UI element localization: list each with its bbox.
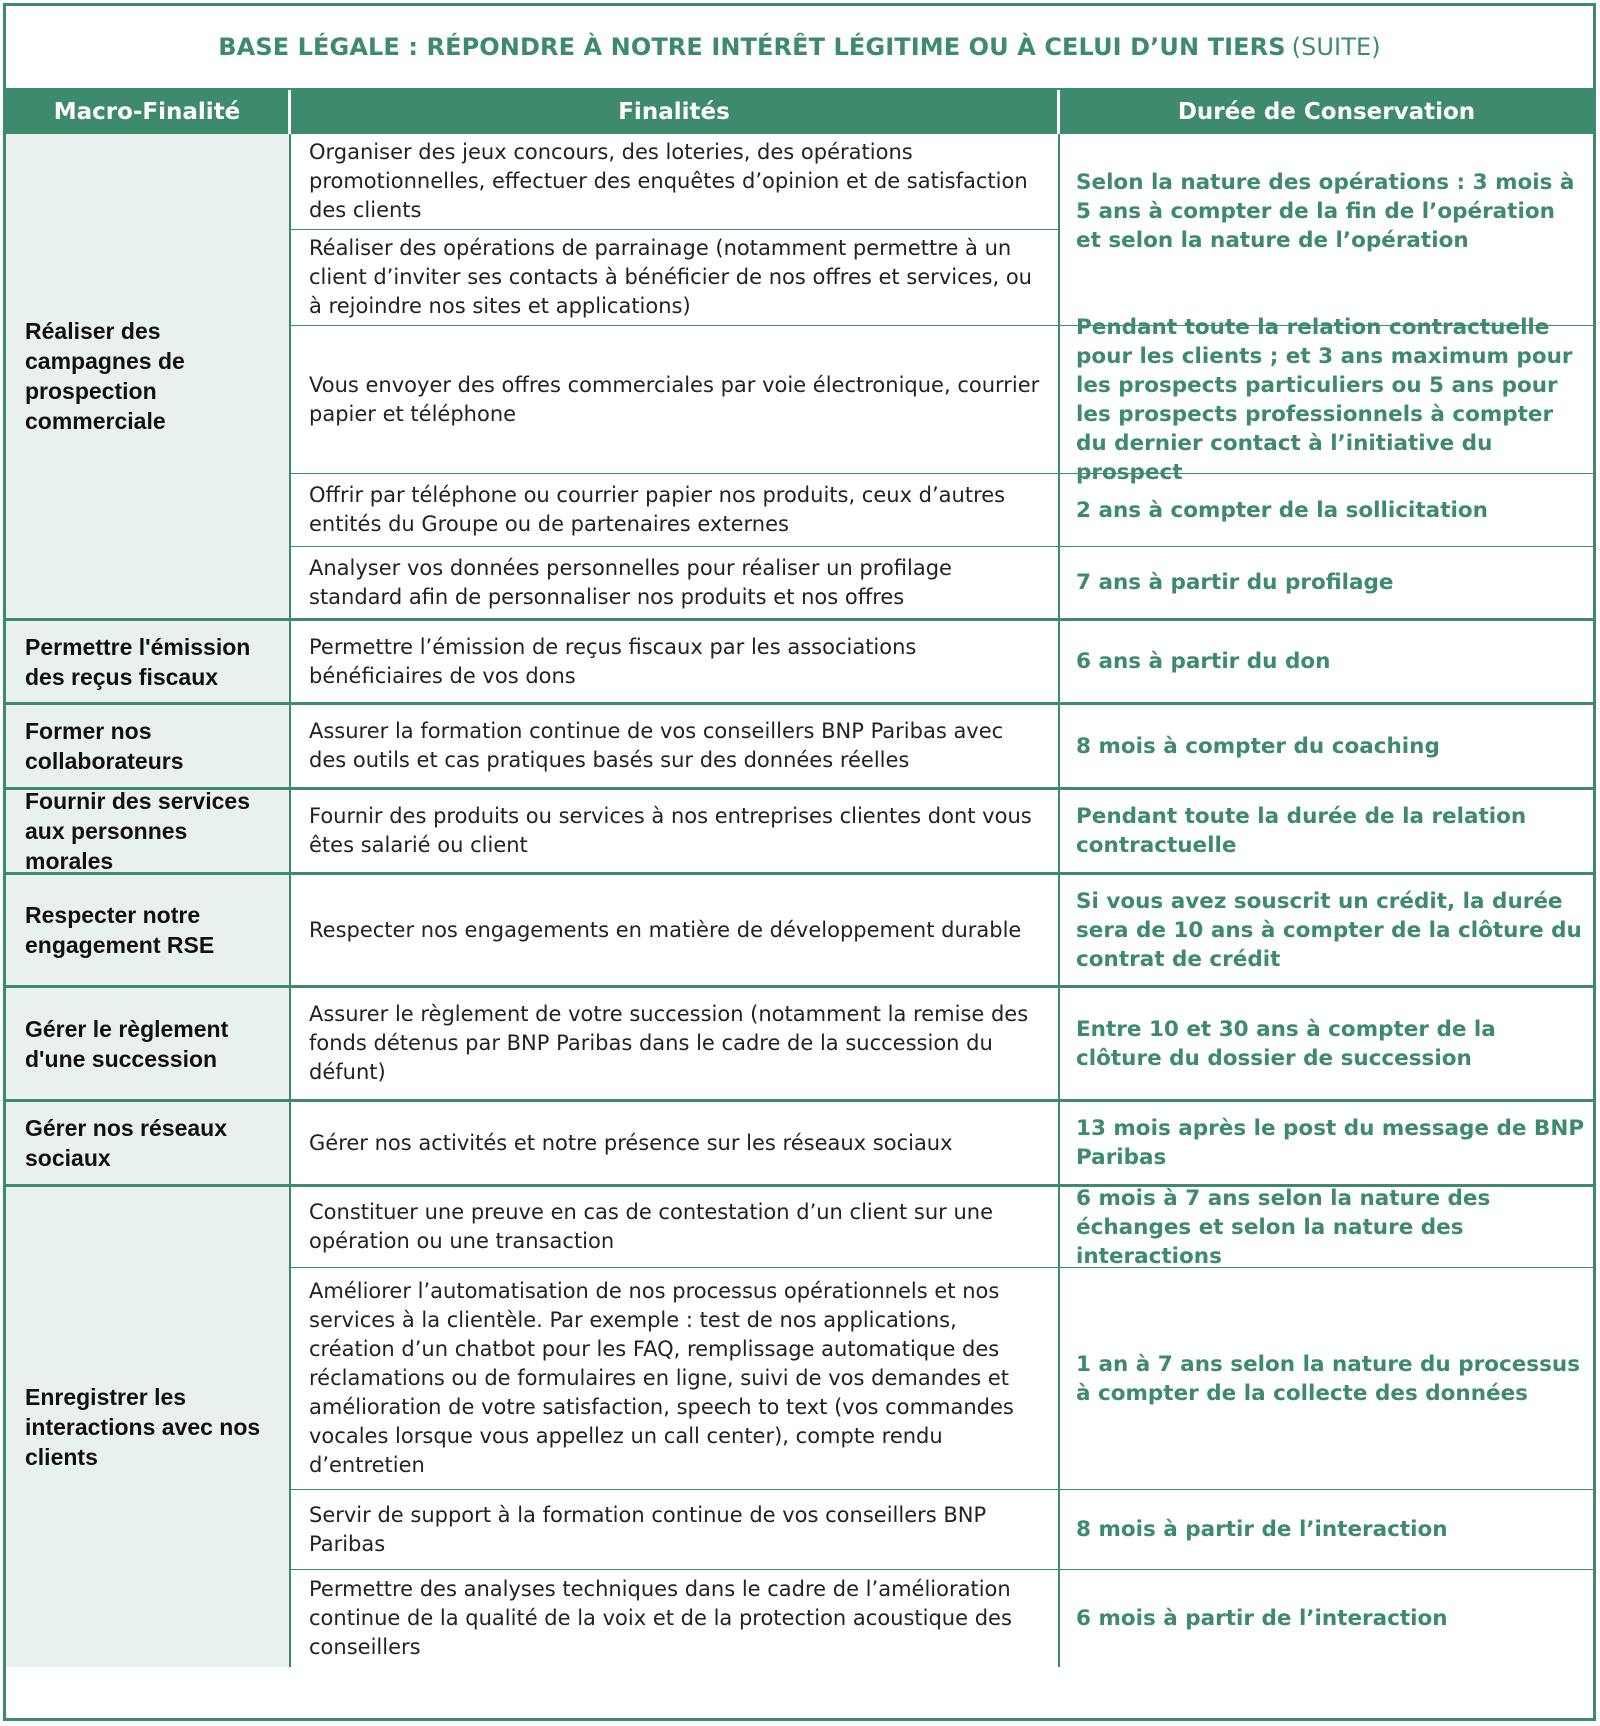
table-row xyxy=(291,314,1593,485)
table-title-suffix: (SUITE) xyxy=(1291,33,1381,61)
finalite-cell: Assurer la formation continue de vos conseillers BNP Paribas avec des outils et cas pratiques basés sur des données réelles xyxy=(291,705,1060,787)
table-header xyxy=(6,90,1593,134)
macro-finalite-cell: Réaliser des campagnes de prospection commerciale xyxy=(6,134,291,618)
duree-cell: 8 mois à partir de l’interaction xyxy=(1076,1517,1448,1542)
table-row-group xyxy=(6,1187,1593,1667)
table-row xyxy=(291,1268,1593,1490)
table-row xyxy=(6,705,1593,790)
macro-finalite-cell: Fournir des services aux personnes morales xyxy=(6,790,291,872)
macro-finalite-cell: Enregistrer les interactions avec nos clients xyxy=(6,1187,291,1667)
macro-finalite-cell: Former nos collaborateurs xyxy=(6,705,291,787)
duree-cell: 8 mois à compter du coaching xyxy=(1076,733,1440,759)
finalite-cell: Améliorer l’automatisation de nos processus opérationnels et nos services à la clientèle. Par exemple : test de nos applications, création d’un chatbot pour les FAQ, remplissage automatique des réclamations ou de formulaires en ligne, suivi de vos demandes et amélioration de votre satisfaction, speech to text (vos commandes vocales lorsque vous appellez un call center), compte rendu d’entretien xyxy=(291,1268,1060,1489)
finalite-cell: Réaliser des opérations de parrainage (notamment permettre à un client d’inviter ses contacts à bénéficier de nos offres et services, ou à rejoindre nos sites et applications) xyxy=(309,235,1032,318)
table-row xyxy=(6,621,1593,705)
table-row xyxy=(6,875,1593,988)
duree-cell: 1 an à 7 ans selon la nature du processus à compter de la collecte des données xyxy=(1076,1351,1580,1406)
finalite-cell: Permettre l’émission de reçus fiscaux par les associations bénéficiaires de vos dons xyxy=(291,621,1060,702)
table-row-group xyxy=(6,134,1593,621)
table-row xyxy=(6,1102,1593,1187)
header-duree-conservation: Durée de Conservation xyxy=(1177,99,1476,125)
table-row xyxy=(291,1187,1593,1268)
duree-cell: 6 mois à 7 ans selon la nature des échanges et selon la nature des interactions xyxy=(1076,1185,1491,1269)
table-row xyxy=(291,1490,1593,1570)
retention-table xyxy=(3,3,1596,1721)
macro-finalite-cell: Gérer le règlement d'une succession xyxy=(6,988,291,1099)
finalite-cell: Gérer nos activités et notre présence sur les réseaux sociaux xyxy=(291,1102,1060,1184)
table-row xyxy=(291,547,1593,618)
table-title xyxy=(6,6,1593,90)
header-macro-finalite: Macro-Finalité xyxy=(6,90,291,134)
finalite-cell: Permettre des analyses techniques dans le cadre de l’amélioration continue de la qualité de la voix et de la protection acoustique des conseillers xyxy=(291,1570,1060,1667)
finalite-cell: Analyser vos données personnelles pour réaliser un profilage standard afin de personnaliser nos produits et nos offres xyxy=(291,547,1060,618)
finalite-cell: Constituer une preuve en cas de contestation d’un client sur une opération ou une transaction xyxy=(291,1187,1060,1267)
macro-finalite-cell: Respecter notre engagement RSE xyxy=(6,875,291,985)
finalite-cell: Assurer le règlement de votre succession (notamment la remise des fonds détenus par BNP Paribas dans le cadre de la succession du défunt) xyxy=(291,988,1060,1099)
duree-cell: Si vous avez souscrit un crédit, la durée sera de 10 ans à compter de la clôture du contrat de crédit xyxy=(1076,888,1582,972)
table-body xyxy=(6,134,1593,1667)
duree-cell: Pendant toute la durée de la relation contractuelle xyxy=(1076,804,1527,858)
duree-cell: Selon la nature des opérations : 3 mois à 5 ans à compter de la fin de l’opération et selon la nature de l’opération xyxy=(1076,170,1575,253)
macro-finalite-cell: Gérer nos réseaux sociaux xyxy=(6,1102,291,1184)
finalite-cell: Offrir par téléphone ou courrier papier nos produits, ceux d’autres entités du Groupe ou de partenaires externes xyxy=(291,474,1060,546)
duree-cell: 2 ans à compter de la sollicitation xyxy=(1076,497,1488,523)
header-finalites: Finalités xyxy=(291,90,1060,134)
finalite-cell: Vous envoyer des offres commerciales par voie électronique, courrier papier et téléphone xyxy=(291,326,1060,473)
duree-cell: 13 mois après le post du message de BNP Paribas xyxy=(1076,1116,1585,1170)
table-title-main: BASE LÉGALE : RÉPONDRE À NOTRE INTÉRÊT LÉGITIME OU À CELUI D’UN TIERS xyxy=(218,33,1286,61)
table-row xyxy=(291,1570,1593,1667)
finalite-cell: Servir de support à la formation continue de vos conseillers BNP Paribas xyxy=(291,1490,1060,1569)
duree-cell: 7 ans à partir du profilage xyxy=(1076,570,1394,595)
duree-cell: 6 mois à partir de l’interaction xyxy=(1076,1606,1448,1631)
table-row xyxy=(6,790,1593,875)
finalite-cell: Organiser des jeux concours, des loteries, des opérations promotionnelles, effectuer des enquêtes d’opinion et de satisfaction des clients xyxy=(291,134,1058,230)
macro-finalite-cell: Permettre l'émission des reçus fiscaux xyxy=(6,621,291,702)
table-row xyxy=(291,474,1593,547)
duree-cell: 6 ans à partir du don xyxy=(1076,649,1331,674)
duree-cell: Entre 10 et 30 ans à compter de la clôture du dossier de succession xyxy=(1076,1016,1496,1071)
finalite-cell: Fournir des produits ou services à nos entreprises clientes dont vous êtes salarié ou client xyxy=(291,790,1060,872)
table-row xyxy=(6,988,1593,1102)
finalite-cell: Respecter nos engagements en matière de développement durable xyxy=(291,875,1060,985)
duree-cell: Pendant toute la relation contractuelle pour les clients ; et 3 ans maximum pour les prospects particuliers ou 5 ans pour les prospects professionnels à compter du dernier contact à l’initiative du prospect xyxy=(1076,314,1573,485)
